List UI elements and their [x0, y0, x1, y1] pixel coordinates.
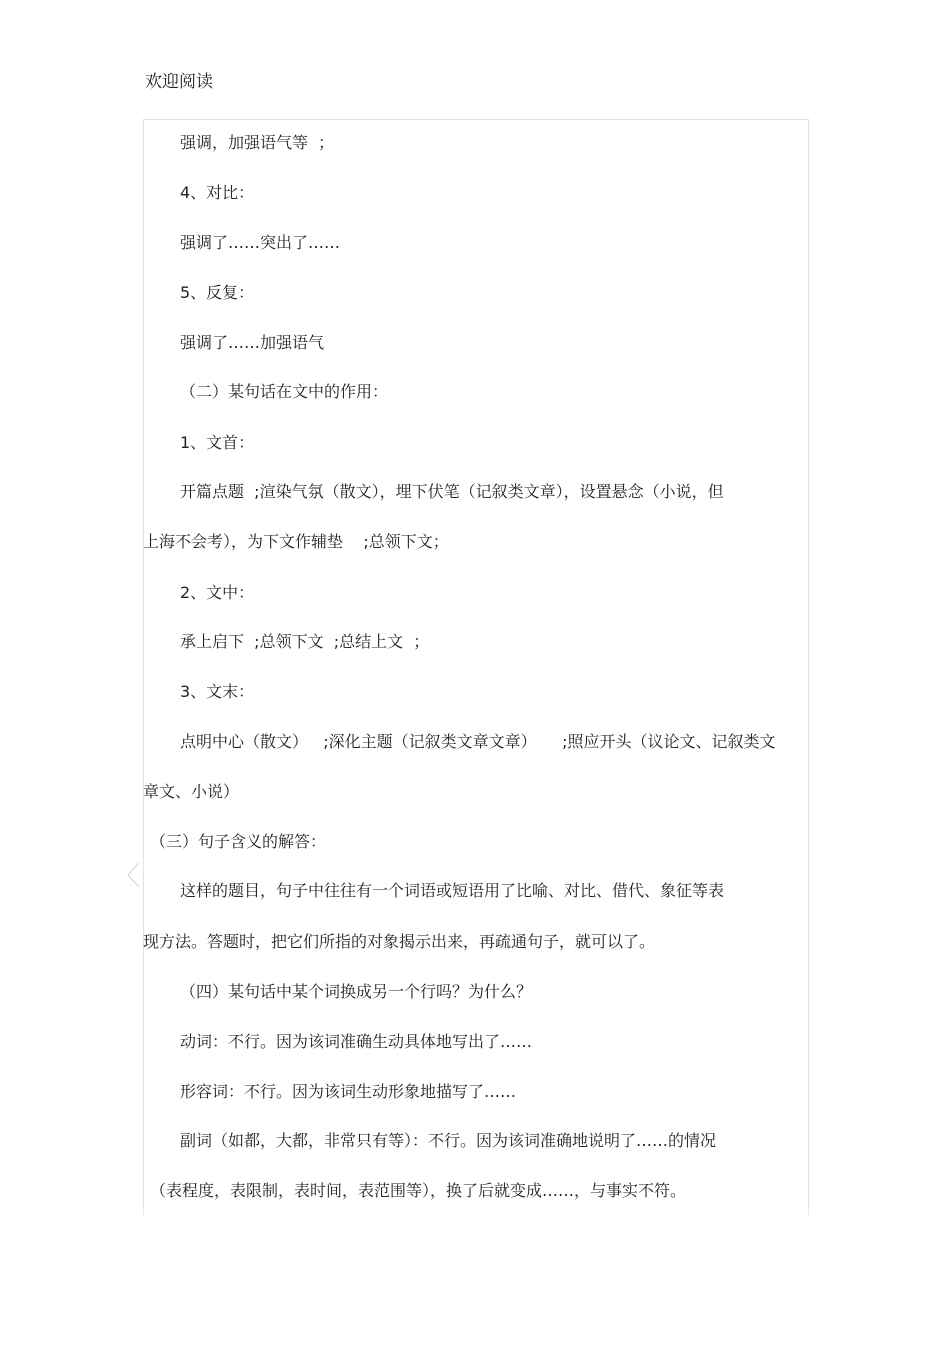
text-line: 2、文中： [180, 583, 255, 602]
text-line: 点明中心（散文） ;深化主题（记叙类文章文章） ;照应开头（议论文、记叙类文 [180, 732, 776, 751]
text-line: 4、对比： [180, 183, 255, 202]
text-line: 动词：不行。因为该词准确生动具体地写出了…… [180, 1032, 533, 1051]
text-line: 上海不会考），为下文作辅垫 ;总领下文； [143, 532, 449, 551]
text-line: 5、反复： [180, 283, 255, 302]
text-line: （表程度，表限制，表时间，表范围等），换了后就变成……，与事实不符。 [150, 1181, 687, 1200]
text-line: 开篇点题 ;渲染气氛（散文），埋下伏笔（记叙类文章），设置悬念（小说，但 [180, 482, 724, 501]
text-line: 现方法。答题时，把它们所指的对象揭示出来，再疏通句子，就可以了。 [143, 932, 656, 951]
text-line: 承上启下 ;总领下文 ;总结上文 ； [180, 632, 430, 651]
text-line: 章文、小说） [143, 782, 240, 801]
section-heading: （二）某句话在文中的作用： [180, 382, 389, 401]
text-line: 这样的题目，句子中往往有一个词语或短语用了比喻、对比、借代、象征等表 [180, 881, 725, 900]
text-line: 强调，加强语气等 ； [180, 133, 335, 152]
text-line: 强调了……加强语气 [180, 333, 325, 352]
text-line: 强调了……突出了…… [180, 233, 341, 252]
page-edge-mark [126, 862, 140, 888]
text-line: 形容词：不行。因为该词生动形象地描写了…… [180, 1082, 517, 1101]
text-line: 1、文首： [180, 433, 255, 452]
text-line: 副词（如都，大都，非常只有等）：不行。因为该词准确地说明了……的情况 [180, 1131, 717, 1150]
header-title: 欢迎阅读 [145, 72, 213, 92]
section-heading: （四）某句话中某个词换成另一个行吗？为什么？ [180, 982, 533, 1001]
text-line: 3、文末： [180, 682, 255, 701]
section-heading: （三）句子含义的解答： [150, 832, 327, 851]
